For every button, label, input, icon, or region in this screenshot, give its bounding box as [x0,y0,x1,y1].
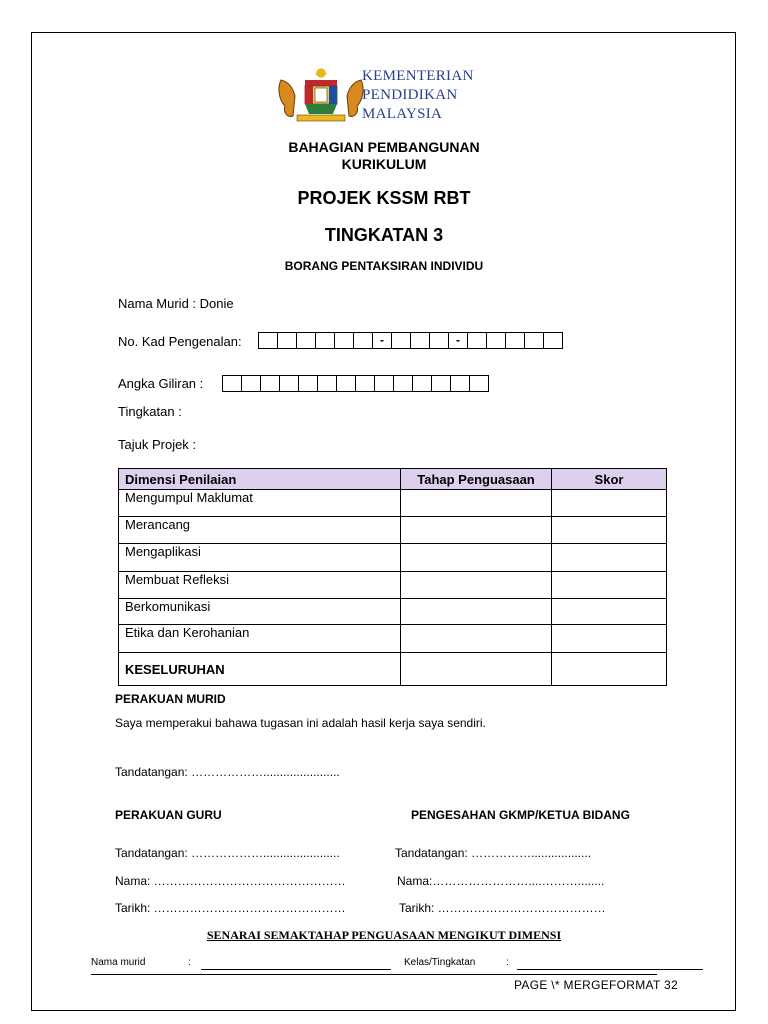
dimension-cell: Etika dan Kerohanian [119,625,401,653]
form-title: BORANG PENTAKSIRAN INDIVIDU [284,259,484,273]
project-title-label: Tajuk Projek : [118,437,197,452]
teacher-signature-line[interactable]: Tandatangan: ………………....................... [115,846,340,860]
index-char-box[interactable] [355,375,375,392]
total-label-cell: KESELURUHAN [119,653,401,686]
footer-class-underline[interactable] [517,969,703,970]
ic-char-box[interactable]: - [372,332,392,349]
index-char-box[interactable] [393,375,413,392]
index-char-box[interactable] [469,375,489,392]
form-level-title: TINGKATAN 3 [324,225,444,245]
student-declaration-title: PERAKUAN MURID [115,692,226,706]
dimension-cell: Berkomunikasi [119,599,401,625]
index-char-box[interactable] [374,375,394,392]
total-score-cell[interactable] [552,653,667,686]
mastery-level-cell[interactable] [401,517,552,544]
ic-char-box[interactable] [505,332,525,349]
ministry-line-1: KEMENTERIAN [362,68,474,84]
head-name-line[interactable]: Nama:……………………....………........ [397,874,605,888]
index-char-box[interactable] [336,375,356,392]
ministry-line-2: PENDIDIKAN [362,87,458,103]
teacher-name-line[interactable]: Nama: ………………………………………… [115,874,346,888]
page-field-code: PAGE \* MERGEFORMAT 32 [514,978,678,992]
table-row [119,517,667,544]
student-declaration-text: Saya memperakui bahawa tugasan ini adalah hasil kerja saya sendiri. [115,716,486,730]
ic-char-box[interactable] [543,332,563,349]
checklist-title: SENARAI SEMAKTAHAP PENGUASAAN MENGIKUT DIMENSI [206,928,562,942]
mastery-level-cell[interactable] [401,599,552,625]
table-row [119,572,667,599]
table-row [119,599,667,625]
footer-colon-2: : [506,957,509,968]
form-label: Tingkatan : [118,404,182,419]
footer-student-name-underline[interactable] [201,969,391,970]
ic-char-box[interactable] [277,332,297,349]
dimension-cell: Membuat Refleksi [119,572,401,599]
ministry-name [362,67,474,124]
score-cell[interactable] [552,517,667,544]
score-cell[interactable] [552,625,667,653]
index-char-box[interactable] [222,375,242,392]
mastery-level-cell[interactable] [401,490,552,517]
mastery-level-cell[interactable] [401,625,552,653]
student-name-label: Nama Murid : Donie [118,296,234,311]
ic-char-box[interactable] [315,332,335,349]
ic-char-box[interactable] [296,332,316,349]
mastery-level-cell[interactable] [401,544,552,572]
index-number-label: Angka Giliran : [118,376,204,391]
header-score: Skor [552,469,667,490]
header-mastery-level: Tahap Penguasaan [401,469,552,490]
index-char-box[interactable] [317,375,337,392]
header-dimension: Dimensi Penilaian [119,469,401,490]
head-date-line[interactable]: Tarikh: …………………………………… [399,901,606,915]
ic-char-box[interactable] [429,332,449,349]
ministry-crest-logo [275,66,367,124]
table-row [119,544,667,572]
index-char-box[interactable] [298,375,318,392]
score-cell[interactable] [552,572,667,599]
index-char-box[interactable] [279,375,299,392]
head-verification-title: PENGESAHAN GKMP/KETUA BIDANG [411,808,630,822]
teacher-date-line[interactable]: Tarikh: ………………………………………… [115,901,346,915]
ic-char-box[interactable] [467,332,487,349]
dimension-cell: Mengaplikasi [119,544,401,572]
index-char-box[interactable] [412,375,432,392]
table-header-row [119,469,667,490]
student-signature-line[interactable]: Tandatangan: ………………....................... [115,765,340,779]
index-char-box[interactable] [241,375,261,392]
footer-colon-1: : [188,957,191,968]
ministry-line-3: MALAYSIA [362,106,443,122]
index-char-box[interactable] [450,375,470,392]
total-row [119,653,667,686]
ic-char-box[interactable] [258,332,278,349]
dimension-cell: Merancang [119,517,401,544]
ic-number-boxes[interactable] [259,332,563,349]
project-title: PROJEK KSSM RBT [297,188,471,208]
ic-char-box[interactable] [410,332,430,349]
table-row [119,625,667,653]
head-signature-line[interactable]: Tandatangan: …………….................. [395,846,592,860]
division-line-1: BAHAGIAN PEMBANGUNAN [288,139,480,155]
index-char-box[interactable] [260,375,280,392]
mastery-level-cell[interactable] [401,572,552,599]
ic-char-box[interactable] [524,332,544,349]
score-cell[interactable] [552,599,667,625]
total-mastery-cell[interactable] [401,653,552,686]
ic-char-box[interactable]: - [448,332,468,349]
ic-label: No. Kad Pengenalan: [118,334,242,349]
footer-class-label: Kelas/Tingkatan [404,957,476,968]
ic-char-box[interactable] [353,332,373,349]
teacher-declaration-title: PERAKUAN GURU [115,808,222,822]
division-title [0,139,768,173]
ic-char-box[interactable] [334,332,354,349]
score-cell[interactable] [552,490,667,517]
dimension-cell: Mengumpul Maklumat [119,490,401,517]
index-number-boxes[interactable] [223,375,489,392]
assessment-table [118,468,667,686]
score-cell[interactable] [552,544,667,572]
table-row [119,490,667,517]
footer-student-label: Nama murid [91,957,146,968]
division-line-2: KURIKULUM [341,156,427,172]
footer-divider [91,974,657,975]
index-char-box[interactable] [431,375,451,392]
ic-char-box[interactable] [391,332,411,349]
ic-char-box[interactable] [486,332,506,349]
